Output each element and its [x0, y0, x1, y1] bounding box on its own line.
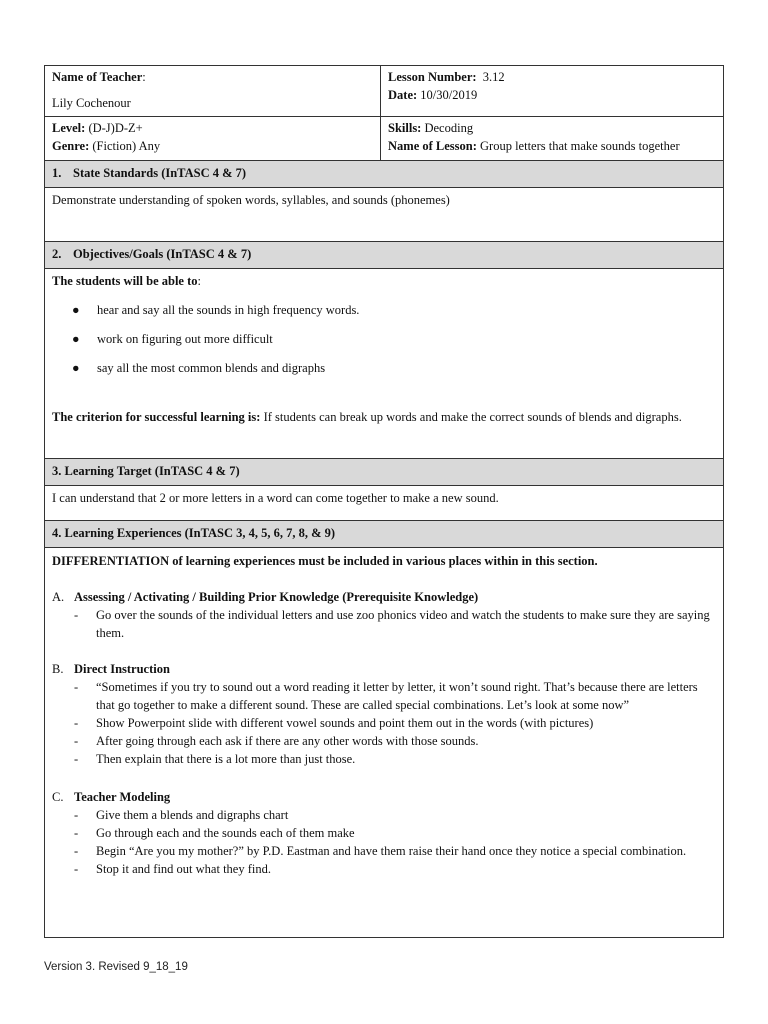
skills-value: Decoding: [424, 121, 474, 135]
item-text: “Sometimes if you try to sound out a word reading it letter by letter, it won’t sound right. That’s because there are letters that go together to make a different sound. These are called special combinations. Let’s look at some now”: [96, 680, 698, 712]
objective-text: say all the most common blends and digraphs: [97, 361, 326, 375]
teacher-name: Lily Cochenour: [52, 96, 131, 110]
criterion-text: If students can break up words and make the correct sounds of blends and digraphs.: [263, 410, 682, 424]
section-letter: B.: [52, 662, 64, 676]
list-item: [52, 842, 716, 860]
bullet-icon: ●: [72, 303, 80, 317]
item-text: Go through each and the sounds each of them make: [96, 826, 355, 840]
dash-icon: -: [74, 680, 79, 694]
date-value: 10/30/2019: [420, 88, 478, 102]
dash-icon: -: [74, 752, 79, 766]
section-a-list: [52, 606, 716, 642]
lesson-name-value: Group letters that make sounds together: [480, 139, 680, 153]
item-text: Give them a blends and digraphs chart: [96, 808, 289, 822]
lesson-number: 3.12: [482, 70, 505, 84]
lesson-plan-table: [44, 65, 724, 938]
dash-icon: -: [74, 734, 79, 748]
section-title: Assessing / Activating / Building Prior Knowledge (Prerequisite Knowledge): [74, 590, 479, 604]
teacher-label: Name of Teacher: [52, 70, 143, 84]
skills-cell: [381, 117, 723, 160]
list-item: [52, 806, 716, 824]
list-item: [52, 860, 716, 878]
differentiation-note: DIFFERENTIATION of learning experiences must be included in various places within in this section.: [52, 554, 598, 568]
objectives-heading: [45, 241, 723, 268]
section-b-list: [52, 678, 716, 768]
target-heading: [45, 458, 723, 485]
section-title: Direct Instruction: [74, 662, 170, 676]
list-item: [52, 732, 716, 750]
colon: :: [197, 274, 201, 288]
dash-icon: -: [74, 844, 79, 858]
target-body: [45, 485, 723, 520]
standards-heading: [45, 160, 723, 187]
target-title: 3. Learning Target (InTASC 4 & 7): [52, 464, 240, 478]
section-c-list: [52, 806, 716, 878]
section-title: Teacher Modeling: [74, 790, 171, 804]
list-item: [52, 359, 716, 388]
dash-icon: -: [74, 808, 79, 822]
experiences-heading: [45, 520, 723, 547]
list-item: [52, 301, 716, 330]
list-item: [52, 824, 716, 842]
standards-body: [45, 187, 723, 241]
item-text: Begin “Are you my mother?” by P.D. Eastman and have them raise their hand once they notice a special combination.: [96, 844, 687, 858]
bullet-icon: ●: [72, 361, 80, 375]
section-a: [52, 588, 716, 642]
section-b: [52, 660, 716, 768]
item-text: After going through each ask if there are any other words with those sounds.: [96, 734, 479, 748]
lesson-cell: [381, 66, 723, 116]
standards-num: 1.: [52, 166, 62, 180]
lesson-number-label: Lesson Number:: [388, 70, 477, 84]
objectives-title: Objectives/Goals (InTASC 4 & 7): [73, 247, 252, 261]
skills-label: Skills:: [388, 121, 422, 135]
item-text: Show Powerpoint slide with different vowel sounds and point them out in the words (with pictures): [96, 716, 594, 730]
level-row: [45, 116, 723, 160]
objectives-intro: The students will be able to: [52, 274, 198, 288]
teacher-cell: [45, 66, 381, 116]
section-c: [52, 788, 716, 878]
objective-text: hear and say all the sounds in high frequency words.: [97, 303, 360, 317]
teacher-row: [45, 66, 723, 116]
list-item: [52, 606, 716, 642]
list-item: [52, 330, 716, 359]
level-label: Level:: [52, 121, 86, 135]
standards-text: Demonstrate understanding of spoken words, syllables, and sounds (phonemes): [52, 193, 450, 207]
list-item: [52, 750, 716, 768]
level-cell: [45, 117, 381, 160]
colon: :: [142, 70, 146, 84]
item-text: Go over the sounds of the individual letters and use zoo phonics video and watch the students to make sure they are saying them.: [96, 608, 710, 640]
dash-icon: -: [74, 608, 79, 622]
target-text: I can understand that 2 or more letters in a word can come together to make a new sound.: [52, 491, 499, 505]
experiences-title: 4. Learning Experiences (InTASC 3, 4, 5, 6, 7, 8, & 9): [52, 526, 336, 540]
item-text: Then explain that there is a lot more than just those.: [96, 752, 356, 766]
section-letter: A.: [52, 590, 65, 604]
list-item: [52, 714, 716, 732]
standards-title: State Standards (InTASC 4 & 7): [73, 166, 247, 180]
objectives-body: [45, 268, 723, 458]
objective-text: work on figuring out more difficult: [97, 332, 273, 346]
item-text: Stop it and find out what they find.: [96, 862, 271, 876]
lesson-name-label: Name of Lesson:: [388, 139, 477, 153]
list-item: [52, 678, 716, 714]
bullet-icon: ●: [72, 332, 80, 346]
genre-value: (Fiction) Any: [92, 139, 161, 153]
date-label: Date:: [388, 88, 418, 102]
version-footer: Version 3. Revised 9_18_19: [44, 961, 188, 973]
genre-label: Genre:: [52, 139, 90, 153]
objectives-num: 2.: [52, 247, 62, 261]
dash-icon: -: [74, 716, 79, 730]
objectives-list: [52, 301, 716, 388]
dash-icon: -: [74, 862, 79, 876]
criterion: [52, 408, 716, 426]
level-value: (D-J)D-Z+: [88, 121, 143, 135]
dash-icon: -: [74, 826, 79, 840]
criterion-label: The criterion for successful learning is:: [52, 410, 261, 424]
experiences-body: [45, 547, 723, 937]
section-letter: C.: [52, 790, 64, 804]
